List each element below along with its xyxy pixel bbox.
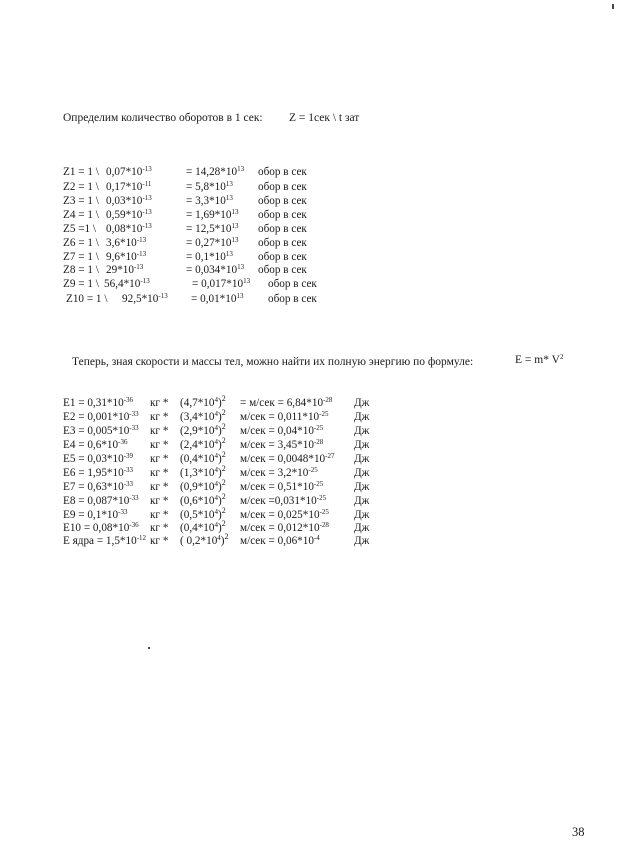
z-eq-exponent: 13 — [237, 165, 245, 173]
e-mass-exponent: -36 — [129, 521, 139, 529]
z-eq-exponent: 13 — [225, 250, 233, 258]
e-result-exponent: -25 — [316, 494, 327, 502]
e-kg — [150, 467, 168, 480]
z-name — [63, 251, 99, 264]
e-result-text: м/сек = 3,45*10 — [240, 439, 314, 451]
e-velocity-close: ) — [218, 411, 222, 423]
e-mass-text: E6 = 1,95*10 — [63, 467, 124, 479]
e-velocity-exponent: 4 — [214, 466, 218, 474]
z-divisor-text: 0,07*10 — [106, 166, 143, 178]
e-velocity-close: ) — [218, 453, 222, 465]
e-mass — [63, 535, 146, 548]
z-divisor-text: 56,4*10 — [104, 278, 141, 290]
e-velocity — [180, 506, 226, 522]
e-kg-text: кг * — [150, 439, 169, 451]
e-kg-text: кг * — [150, 453, 169, 465]
e-velocity-text: ( 0,2*10 — [180, 535, 218, 547]
z-divisor-text: 92,5*10 — [122, 293, 159, 305]
e-unit-text: Дж — [354, 535, 370, 547]
energy-formula-text: E = m* V — [515, 354, 560, 366]
z-divisor — [106, 223, 152, 236]
scan-speck-middle — [148, 647, 150, 649]
e-mass-text: E ядра = 1,5*10 — [63, 535, 137, 547]
e-velocity-square: 2 — [221, 394, 226, 403]
e-row — [0, 450, 617, 466]
z-divisor — [106, 181, 151, 194]
energy-formula-exponent: 2 — [559, 353, 564, 361]
e-kg — [150, 522, 168, 535]
e-velocity-square: 2 — [221, 519, 226, 528]
z-row — [0, 293, 617, 306]
e-mass-text: E7 = 0,63*10 — [63, 481, 124, 493]
e-result — [240, 411, 328, 424]
e-mass-text: E3 = 0,005*10 — [63, 425, 130, 437]
z-eq-exponent: 13 — [231, 236, 239, 244]
z-eq — [186, 251, 233, 264]
e-velocity-exponent: 4 — [214, 396, 218, 404]
z-name-text: Z1 = 1 \ — [63, 166, 99, 178]
e-unit — [354, 397, 369, 410]
z-row — [0, 251, 617, 264]
e-mass-exponent: -36 — [123, 396, 134, 404]
z-unit-text: обор в сек — [268, 278, 317, 290]
e-velocity-close: ) — [220, 535, 225, 547]
e-result-text: м/сек = 0,012*10 — [240, 522, 320, 534]
z-unit — [258, 237, 307, 250]
e-row — [0, 478, 617, 494]
e-mass-exponent: -33 — [129, 424, 139, 432]
z-divisor-exponent: -13 — [133, 263, 144, 271]
e-result — [240, 397, 332, 410]
e-velocity — [180, 532, 229, 548]
z-divisor-text: 0,59*10 — [106, 209, 143, 221]
z-divisor — [104, 278, 150, 291]
e-row — [0, 394, 617, 410]
e-mass — [63, 467, 133, 480]
e-kg — [150, 535, 168, 548]
z-eq-exponent: 13 — [225, 194, 233, 202]
e-velocity-close: ) — [218, 495, 222, 507]
e-velocity-close: ) — [218, 467, 222, 479]
e-result-exponent: -27 — [325, 452, 335, 460]
e-result-exponent: -4 — [313, 534, 320, 542]
e-velocity-text: (1,3*10 — [180, 467, 215, 479]
e-kg-text: кг * — [150, 467, 169, 479]
z-eq — [186, 195, 233, 208]
z-eq-text: = 0,017*10 — [192, 278, 244, 290]
e-velocity-close: ) — [218, 509, 222, 521]
z-eq-exponent: 13 — [231, 208, 239, 216]
e-unit — [354, 481, 369, 494]
z-name-text: Z8 = 1 \ — [63, 264, 99, 276]
z-eq-text: = 0,034*10 — [186, 264, 238, 276]
e-velocity — [180, 394, 226, 410]
e-kg-text: кг * — [150, 509, 169, 521]
e-result — [240, 439, 323, 452]
z-row — [0, 209, 617, 222]
z-name — [66, 293, 107, 306]
e-unit-text: Дж — [354, 467, 370, 479]
e-result — [240, 535, 320, 548]
z-divisor-text: 0,03*10 — [106, 195, 143, 207]
z-divisor-text: 0,08*10 — [106, 223, 143, 235]
z-eq-text: = 5,8*10 — [186, 181, 226, 193]
e-kg-text: кг * — [150, 495, 169, 507]
e-velocity-exponent: 4 — [214, 438, 218, 446]
z-row — [0, 181, 617, 194]
e-velocity — [180, 464, 226, 480]
e-velocity-exponent: 4 — [214, 410, 218, 418]
e-velocity-text: (2,4*10 — [180, 439, 215, 451]
z-name-text: Z2 = 1 \ — [63, 181, 99, 193]
z-unit-text: обор в сек — [258, 251, 307, 263]
e-mass-exponent: -33 — [129, 410, 139, 418]
e-unit-text: Дж — [354, 397, 370, 409]
e-velocity-exponent: 4 — [214, 480, 218, 488]
e-velocity-square: 2 — [221, 422, 226, 431]
e-result-text: м/сек = 0,011*10 — [240, 411, 320, 423]
e-result — [240, 509, 329, 522]
z-name — [63, 278, 99, 291]
z-unit-text: обор в сек — [258, 195, 307, 207]
e-velocity-exponent: 4 — [217, 534, 221, 542]
z-eq-exponent: 13 — [237, 263, 245, 271]
z-divisor-exponent: -13 — [142, 222, 152, 230]
z-name-text: Z5 =1 \ — [63, 223, 97, 235]
e-unit-text: Дж — [354, 509, 370, 521]
e-mass-exponent: -36 — [118, 438, 128, 446]
z-divisor-exponent: -13 — [142, 208, 152, 216]
e-kg — [150, 453, 168, 466]
z-divisor — [106, 195, 152, 208]
e-mass-text: E4 = 0,6*10 — [63, 439, 119, 451]
e-mass-text: E8 = 0,087*10 — [63, 495, 130, 507]
z-row — [0, 237, 617, 250]
z-eq — [186, 209, 238, 222]
intro-formula: Z = 1сек \ t зат — [289, 112, 360, 124]
z-divisor-exponent: -13 — [158, 292, 168, 300]
e-velocity-square: 2 — [221, 492, 226, 501]
z-divisor-exponent: -13 — [136, 250, 147, 258]
e-mass — [63, 411, 139, 424]
z-name — [63, 209, 99, 222]
e-velocity-close: ) — [218, 481, 222, 493]
e-result — [240, 453, 335, 466]
z-eq-text: = 12,5*10 — [186, 223, 232, 235]
z-row — [0, 264, 617, 277]
e-result-text: м/сек = 0,025*10 — [240, 509, 320, 521]
z-divisor — [122, 293, 168, 306]
e-row — [0, 492, 617, 508]
e-velocity-square: 2 — [221, 506, 226, 515]
e-velocity-exponent: 4 — [214, 452, 218, 460]
e-kg-text: кг * — [150, 411, 169, 423]
e-unit — [354, 535, 369, 548]
z-unit-text: обор в сек — [258, 264, 307, 276]
z-eq — [186, 223, 238, 236]
e-result-exponent: -25 — [313, 480, 324, 488]
z-divisor-exponent: -13 — [142, 194, 152, 202]
z-divisor-exponent: -13 — [136, 236, 147, 244]
e-kg-text: кг * — [150, 522, 169, 534]
e-velocity-close: ) — [218, 425, 222, 437]
z-row — [0, 166, 617, 179]
e-kg — [150, 495, 168, 508]
e-velocity — [180, 478, 226, 494]
e-mass-exponent: -39 — [123, 452, 134, 460]
z-divisor-exponent: -11 — [142, 180, 152, 188]
e-velocity-text: (0,4*10 — [180, 522, 215, 534]
e-result — [240, 467, 318, 480]
e-result-text: м/сек = 0,06*10 — [240, 535, 314, 547]
e-unit-text: Дж — [354, 425, 370, 437]
z-row — [0, 195, 617, 208]
z-unit-text: обор в сек — [268, 293, 317, 305]
z-eq-exponent: 13 — [231, 222, 239, 230]
z-unit-text: обор в сек — [258, 209, 307, 221]
z-eq — [186, 237, 238, 250]
z-eq-text: = 14,28*10 — [186, 166, 238, 178]
z-name-text: Z9 = 1 \ — [63, 278, 99, 290]
z-divisor — [106, 166, 152, 179]
z-divisor-exponent: -13 — [140, 277, 150, 285]
e-unit-text: Дж — [354, 522, 370, 534]
e-unit-text: Дж — [354, 481, 370, 493]
e-result-exponent: -25 — [313, 424, 324, 432]
z-eq-text: = 0,27*10 — [186, 237, 232, 249]
e-result — [240, 481, 323, 494]
e-unit — [354, 467, 369, 480]
e-velocity-exponent: 4 — [214, 508, 218, 516]
e-velocity-square: 2 — [221, 464, 226, 473]
e-velocity-text: (0,5*10 — [180, 509, 215, 521]
e-unit-text: Дж — [354, 495, 370, 507]
z-unit — [268, 293, 317, 306]
e-result-exponent: -28 — [323, 396, 333, 404]
z-eq — [186, 181, 233, 194]
e-result — [240, 495, 326, 508]
e-result-exponent: -25 — [319, 410, 329, 418]
e-velocity-close: ) — [218, 397, 222, 409]
e-velocity-text: (0,6*10 — [180, 495, 215, 507]
z-unit-text: обор в сек — [258, 181, 307, 193]
z-divisor-text: 29*10 — [106, 264, 134, 276]
e-mass-text: E10 = 0,08*10 — [63, 522, 130, 534]
z-unit — [258, 223, 307, 236]
z-eq — [191, 293, 243, 306]
e-mass — [63, 425, 139, 438]
e-mass — [63, 439, 127, 452]
z-name — [63, 166, 99, 179]
e-result-exponent: -25 — [319, 508, 329, 516]
e-unit-text: Дж — [354, 439, 370, 451]
intro-text: Определим количество оборотов в 1 сек: — [63, 112, 263, 124]
e-velocity-square: 2 — [221, 408, 226, 417]
z-eq — [186, 264, 244, 277]
e-mass — [63, 522, 139, 535]
z-name-text: Z6 = 1 \ — [63, 237, 99, 249]
e-result-exponent: -28 — [313, 438, 324, 446]
e-kg-text: кг * — [150, 425, 169, 437]
e-velocity — [180, 422, 226, 438]
z-eq-exponent: 13 — [236, 292, 244, 300]
z-name — [63, 237, 99, 250]
z-divisor-text: 0,17*10 — [106, 181, 143, 193]
e-velocity-text: (3,4*10 — [180, 411, 215, 423]
e-row — [0, 519, 617, 535]
e-kg — [150, 481, 168, 494]
e-mass-exponent: -33 — [129, 494, 139, 502]
z-divisor-exponent: -13 — [142, 165, 152, 173]
e-velocity-square: 2 — [221, 450, 226, 459]
e-mass — [63, 397, 133, 410]
e-kg — [150, 411, 168, 424]
e-unit — [354, 439, 369, 452]
e-mass-exponent: -33 — [118, 508, 128, 516]
e-mass-exponent: -33 — [123, 480, 134, 488]
z-divisor-text: 3,6*10 — [106, 237, 137, 249]
e-result-exponent: -25 — [308, 466, 318, 474]
e-result-text: м/сек = 0,0048*10 — [240, 453, 326, 465]
e-kg-text: кг * — [150, 481, 169, 493]
e-kg-text: кг * — [150, 535, 169, 547]
z-row — [0, 278, 617, 291]
e-velocity-square: 2 — [221, 436, 226, 445]
energy-intro-text: Теперь, зная скорости и массы тел, можно найти их полную энергию по формуле: — [72, 356, 474, 368]
e-unit — [354, 453, 369, 466]
z-eq-exponent: 13 — [225, 180, 233, 188]
e-row — [0, 422, 617, 438]
z-name-text: Z7 = 1 \ — [63, 251, 99, 263]
e-kg — [150, 439, 168, 452]
e-mass — [63, 481, 133, 494]
e-mass-text: E9 = 0,1*10 — [63, 509, 119, 521]
z-unit-text: обор в сек — [258, 237, 307, 249]
e-result-exponent: -28 — [319, 521, 329, 529]
e-velocity-close: ) — [218, 522, 222, 534]
z-unit-text: обор в сек — [258, 223, 307, 235]
e-mass-text: E2 = 0,001*10 — [63, 411, 130, 423]
e-result-text: = м/сек = 6,84*10 — [240, 397, 324, 409]
z-eq — [192, 278, 250, 291]
e-velocity — [180, 450, 226, 466]
z-eq-text: = 0,1*10 — [186, 251, 226, 263]
e-velocity-close: ) — [218, 439, 222, 451]
z-divisor — [106, 264, 143, 277]
e-velocity-text: (0,9*10 — [180, 481, 215, 493]
e-velocity — [180, 492, 226, 508]
scan-speck-top-right — [612, 4, 614, 9]
z-unit — [258, 264, 307, 277]
energy-formula — [515, 354, 563, 367]
z-eq — [186, 166, 244, 179]
e-mass — [63, 495, 139, 508]
z-divisor — [106, 209, 152, 222]
z-unit — [268, 278, 317, 291]
e-velocity-exponent: 4 — [214, 521, 218, 529]
z-divisor — [106, 237, 146, 250]
z-name-text: Z10 = 1 \ — [66, 293, 108, 305]
e-result-text: м/сек = 3,2*10 — [240, 467, 309, 479]
e-kg-text: кг * — [150, 397, 169, 409]
e-row — [0, 506, 617, 522]
e-velocity-exponent: 4 — [214, 494, 218, 502]
e-velocity-text: (2,9*10 — [180, 425, 215, 437]
e-velocity-exponent: 4 — [214, 424, 218, 432]
e-unit — [354, 411, 369, 424]
z-row — [0, 223, 617, 236]
e-unit — [354, 495, 369, 508]
z-unit — [258, 251, 307, 264]
z-name-text: Z3 = 1 \ — [63, 195, 99, 207]
e-unit — [354, 509, 369, 522]
e-kg — [150, 397, 168, 410]
z-name-text: Z4 = 1 \ — [63, 209, 99, 221]
e-unit — [354, 522, 369, 535]
z-eq-text: = 1,69*10 — [186, 209, 232, 221]
e-mass-text: E1 = 0,31*10 — [63, 397, 124, 409]
z-name — [63, 181, 99, 194]
e-mass-exponent: -12 — [136, 534, 147, 542]
e-result-text: м/сек = 0,51*10 — [240, 481, 314, 493]
e-row — [0, 464, 617, 480]
e-row — [0, 532, 617, 548]
e-velocity-square: 2 — [224, 532, 229, 541]
e-row — [0, 408, 617, 424]
z-name — [63, 195, 99, 208]
page-number: 38 — [572, 825, 585, 839]
z-eq-text: = 0,01*10 — [191, 293, 237, 305]
e-velocity — [180, 436, 226, 452]
e-velocity-text: (4,7*10 — [180, 397, 215, 409]
e-kg — [150, 509, 168, 522]
z-divisor-text: 9,6*10 — [106, 251, 137, 263]
z-unit — [258, 181, 307, 194]
e-result-text: м/сек = 0,04*10 — [240, 425, 314, 437]
e-unit-text: Дж — [354, 453, 370, 465]
e-kg — [150, 425, 168, 438]
e-result-text: м/сек =0,031*10 — [240, 495, 317, 507]
z-unit — [258, 195, 307, 208]
e-row — [0, 436, 617, 452]
e-mass — [63, 453, 133, 466]
z-eq-exponent: 13 — [243, 277, 251, 285]
e-unit-text: Дж — [354, 411, 370, 423]
z-unit — [258, 166, 307, 179]
z-unit-text: обор в сек — [258, 166, 307, 178]
z-name — [63, 223, 96, 236]
z-unit — [258, 209, 307, 222]
e-velocity — [180, 408, 226, 424]
e-result — [240, 425, 323, 438]
e-velocity-square: 2 — [221, 478, 226, 487]
z-name — [63, 264, 99, 277]
e-mass — [63, 509, 127, 522]
e-mass-text: E5 = 0,03*10 — [63, 453, 124, 465]
e-mass-exponent: -33 — [123, 466, 134, 474]
z-eq-text: = 3,3*10 — [186, 195, 226, 207]
e-velocity-text: (0,4*10 — [180, 453, 215, 465]
e-unit — [354, 425, 369, 438]
